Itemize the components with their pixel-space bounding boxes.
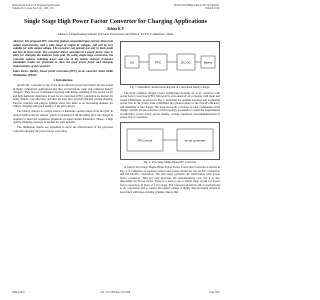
keywords-text: Battery, Power factor correction (PFC), dc-dc converter, Pulse Width Modulation (PWM) bbox=[13, 69, 113, 77]
issue-date: 1 March 2016 bbox=[204, 7, 219, 11]
keywords bbox=[13, 70, 113, 77]
dcdc-label: DC-DC bbox=[181, 60, 191, 65]
abstract-label: Abstract: bbox=[13, 39, 24, 43]
keywords-label: Index Terms: bbox=[13, 69, 30, 74]
author-name: Athira K.V bbox=[106, 27, 125, 31]
paper-title: Single Stage High Power Factor Converter for Charging Applications bbox=[23, 18, 208, 25]
pfc-label: PFC bbox=[155, 60, 161, 65]
dcdc-converter-label: dc-dc converter bbox=[184, 138, 206, 143]
body-paragraph: A typical Two-Stage Single-Phase Power Factor Correction Converter is shown in Fig. 2. It comprises of separate control and power circuits for the AC/DC conversion and the DC/DC conversion. The first stage performs the rectification with power factor correction. This not only increases the manufacturing cost, but it is also impossible for Power factor. There is a need to use a single stage circuit for power factor correction, in place of a two stage. The converter should be able to perform the ac-dc conversion and to control the output voltage. A highly distorted input current is associated with these existing systems. Due to this bbox=[120, 165, 220, 194]
battery-label: Battery bbox=[203, 61, 213, 65]
journal-header-right bbox=[129, 4, 219, 11]
footer-left: IJER@2016 bbox=[12, 291, 25, 294]
figure-1-block-diagram bbox=[120, 41, 220, 85]
left-column bbox=[13, 40, 113, 135]
figure-2-two-stage-pfc bbox=[120, 122, 220, 160]
footer-doi: doi : 10.17950/ijer/v5s3/306 bbox=[100, 291, 131, 294]
pfc-circuit-label: PFC circuit bbox=[137, 138, 153, 143]
figure-2-caption: Fig. 2. Two-Stage Single-Phase PFC Converter bbox=[143, 160, 197, 164]
journal-name: International Journal of Engineering Research bbox=[12, 4, 60, 7]
footer-page-number: Page 186 bbox=[209, 291, 219, 294]
intro-paragraph: The battery charger is a major source of harmonic current drawn from the grid. In plug-in hybrid electric vehicle, which is recharged from the utility grid, the charger is required to meet the regulation standards on input current harmonics. Hence, a high quality charging converter is needed for such systems. bbox=[13, 109, 113, 125]
right-column bbox=[120, 40, 220, 196]
journal-header-left bbox=[12, 4, 92, 11]
abstract-text: The proposed PFC converter features sinusoidal input current, three level output characteristic, and a wide range of output dc voltages, and will be very suitable for wide output voltage. The converter can operate not only in buck mode but also in boost mode. The converter allows operation at a power factor close to unity for charging the batteries from grid. By using single-stage conversion, the converter reduces switching losses and cost of the battery charger. Extensive simulation results are presented to show the good power factor and charging characteristics of the converter. bbox=[13, 39, 113, 68]
intro-paragraph: An AC/DC converter is one of the most effective power electronics devices found in many commercial applications just like, in televisions, radio and computer battery chargers. They fail not to influence derating with mains, resulting in low power factor and high harmonic distortion. Power factor correction (PFC) converters are known for being simple, cost effective, and also because they provide efficient current shaping. Electric vehicles and plug-in hybrids show that there is an increasing demand for battery charging with good quality of the grid current. bbox=[13, 83, 113, 109]
volume-info: Volume No.5, Issue No.3, pp : 186 - 191 bbox=[12, 7, 55, 11]
abstract bbox=[13, 40, 113, 68]
ac-label: AC bbox=[129, 60, 135, 65]
figure-1-graphic bbox=[121, 42, 219, 84]
figure-2-graphic bbox=[121, 123, 219, 159]
section-heading-introduction: I. Introduction bbox=[53, 78, 73, 83]
figure-1-caption: Fig. 1. Simplified current block diagram of a functional battery charger bbox=[130, 86, 210, 89]
body-paragraph: The most common charger power architecture includes an ac-dc converter with power factor correction (PFC) followed by an isolated dc-dc converter with input and output EMI filters, as shown in Fig. 1. Selecting the optimal topology and evaluating power loss in the power train contributes the greatest share to the overall efficiency and reliability of the charger. The front-end ac-dc converter is a key component of the charger system. Proper selection of this topology is essential to meet the requirements of efficiency, power factor, power density, voltage regulation and implementation of power factor correction. bbox=[120, 90, 220, 120]
author-affiliation: Master of Engineering Scholar in Power Electronics and Drives, ECET, Coimbatore, India bbox=[57, 31, 174, 36]
issn-info: ISSN:2319-6890)(online),2347-5013(print) bbox=[173, 4, 219, 7]
intro-paragraph: The simulation results are presented to show the effectiveness of the proposed converter showing the power factor correction. bbox=[13, 125, 113, 133]
